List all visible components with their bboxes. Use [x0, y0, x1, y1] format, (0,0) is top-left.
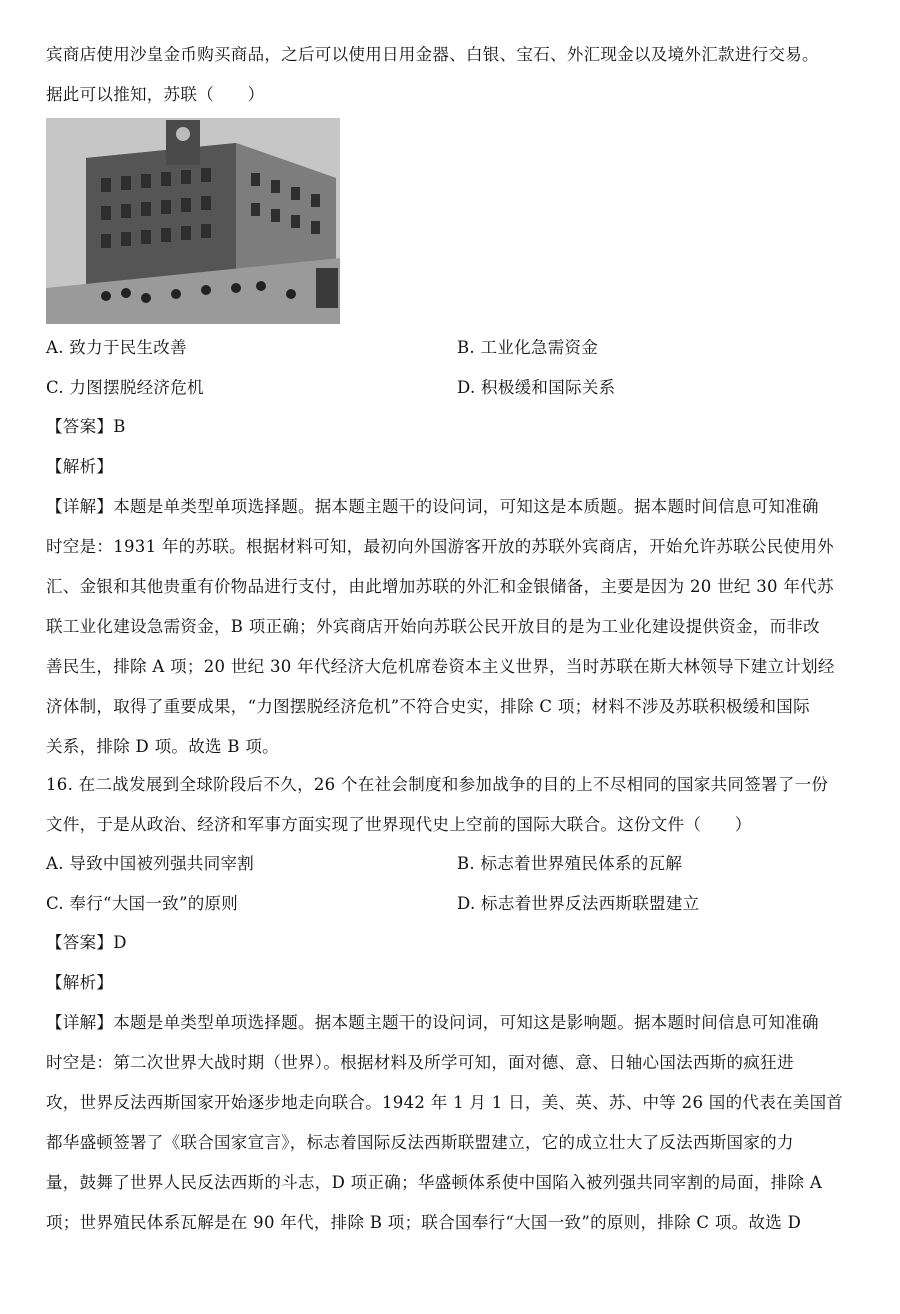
q16-detail-line: 【详解】本题是单类型单项选择题。据本题主题干的设问词，可知这是影响题。据本题时间信息可知准确: [46, 1013, 819, 1032]
q15-option-c: C. 力图摆脱经济危机: [46, 378, 204, 397]
q16-detail-line: 项；世界殖民体系瓦解是在 90 年代，排除 B 项；联合国奉行“大国一致”的原则，排除 C 项。故选 D: [46, 1213, 802, 1232]
q16-detail-line: 时空是：第二次世界大战时期（世界）。根据材料及所学可知，面对德、意、日轴心国法西斯的疯狂进: [46, 1053, 794, 1072]
q15-option-b: B. 工业化急需资金: [457, 338, 599, 357]
q15-analysis-label: 【解析】: [46, 457, 114, 476]
q16-option-a: A. 导致中国被列强共同宰割: [46, 854, 255, 873]
q16-detail-line: 都华盛顿签署了《联合国家宣言》，标志着国际反法西斯联盟建立，它的成立壮大了反法西斯国家的力: [46, 1133, 794, 1152]
q15-detail-line: 关系，排除 D 项。故选 B 项。: [46, 737, 279, 756]
q16-stem-line-1: 16. 在二战发展到全球阶段后不久，26 个在社会制度和参加战争的目的上不尽相同的国家共同签署了一份: [46, 775, 829, 794]
historical-photo-store-building: [46, 118, 340, 324]
q16-stem-line-2: 文件，于是从政治、经济和军事方面实现了世界现代史上空前的国际大联合。这份文件（ ）: [46, 815, 752, 834]
q15-answer: 【答案】B: [46, 417, 126, 436]
q15-option-d: D. 积极缓和国际关系: [457, 378, 616, 397]
q15-stem-line-2: 据此可以推知，苏联（ ）: [46, 85, 265, 104]
q15-detail-line: 时空是：1931 年的苏联。根据材料可知，最初向外国游客开放的苏联外宾商店，开始允许苏联公民使用外: [46, 537, 834, 556]
q15-detail-line: 汇、金银和其他贵重有价物品进行支付，由此增加苏联的外汇和金银储备，主要是因为 20 世纪 30 年代苏: [46, 577, 834, 596]
q15-detail-line: 联工业化建设急需资金，B 项正确；外宾商店开始向苏联公民开放目的是为工业化建设提供资金，而非改: [46, 617, 820, 636]
q16-answer: 【答案】D: [46, 933, 127, 952]
q16-option-b: B. 标志着世界殖民体系的瓦解: [457, 854, 683, 873]
q15-detail-line: 【详解】本题是单类型单项选择题。据本题主题干的设问词，可知这是本质题。据本题时间信息可知准确: [46, 497, 819, 516]
q16-option-c: C. 奉行“大国一致”的原则: [46, 894, 239, 913]
q15-option-a: A. 致力于民生改善: [46, 338, 187, 357]
q16-option-d: D. 标志着世界反法西斯联盟建立: [457, 894, 700, 913]
q16-detail-line: 攻，世界反法西斯国家开始逐步地走向联合。1942 年 1 月 1 日，美、英、苏、中等 26 国的代表在美国首: [46, 1093, 844, 1112]
q15-detail-line: 善民生，排除 A 项；20 世纪 30 年代经济大危机席卷资本主义世界，当时苏联在斯大林领导下建立计划经: [46, 657, 835, 676]
q16-detail-line: 量，鼓舞了世界人民反法西斯的斗志，D 项正确；华盛顿体系使中国陷入被列强共同宰割的局面，排除 A: [46, 1173, 823, 1192]
q16-analysis-label: 【解析】: [46, 973, 114, 992]
q15-detail-line: 济体制，取得了重要成果，“力图摆脱经济危机”不符合史实，排除 C 项；材料不涉及苏联积极缓和国际: [46, 697, 810, 716]
q15-stem-line-1: 宾商店使用沙皇金币购买商品，之后可以使用日用金器、白银、宝石、外汇现金以及境外汇款进行交易。: [46, 45, 819, 64]
